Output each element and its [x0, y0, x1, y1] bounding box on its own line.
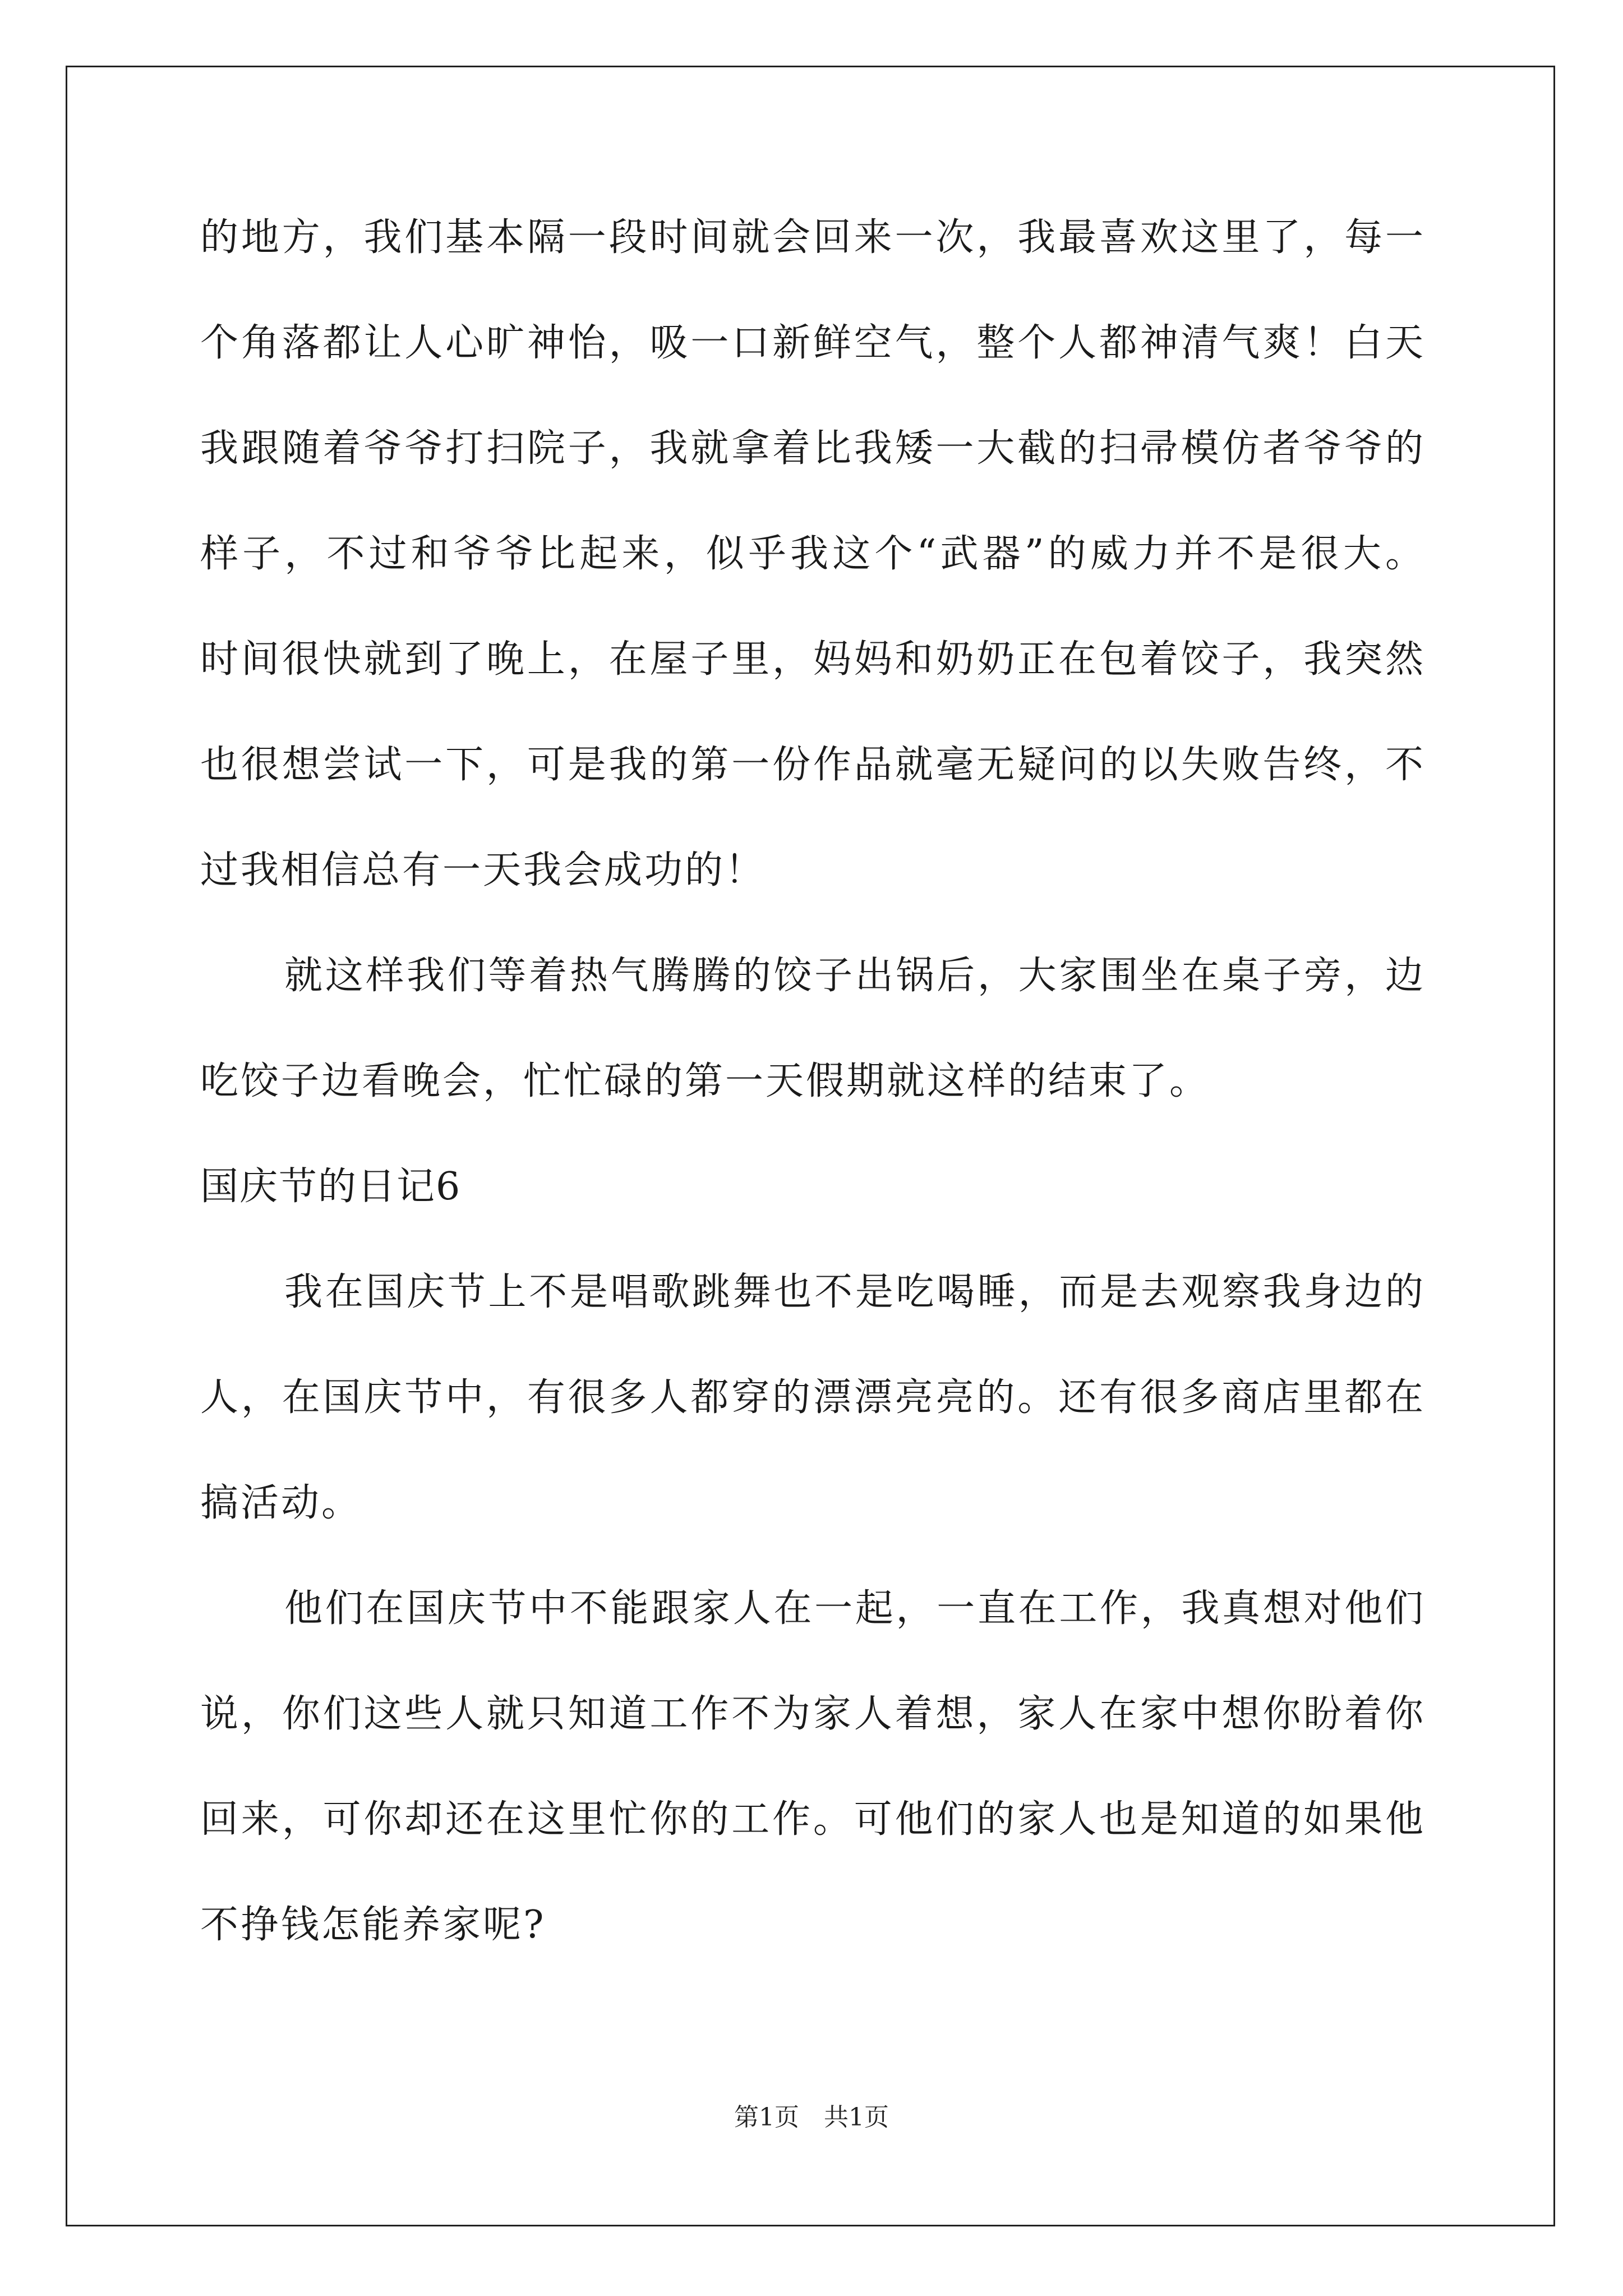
paragraph-line: 的地方，我们基本隔一段时间就会回来一次，我最喜欢这里了，每一 [200, 215, 1426, 260]
paragraph-line: 回来，可你却还在这里忙你的工作。可他们的家人也是知道的如果他 [200, 1797, 1426, 1842]
paragraph-line: 过我相信总有一天我会成功的！ [200, 848, 766, 892]
paragraph-line: 我在国庆节上不是唱歌跳舞也不是吃喝睡，而是去观察我身边的 [284, 1270, 1426, 1314]
paragraph-line: 他们在国庆节中不能跟家人在一起，一直在工作，我真想对他们 [284, 1586, 1426, 1631]
paragraph-line: 就这样我们等着热气腾腾的饺子出锅后，大家围坐在桌子旁，边 [284, 954, 1426, 998]
paragraph-line: 我跟随着爷爷打扫院子，我就拿着比我矮一大截的扫帚模仿者爷爷的 [200, 426, 1426, 471]
page-footer: 第1页 共1页 [734, 2103, 889, 2132]
paragraph-line: 吃饺子边看晚会，忙忙碌的第一天假期就这样的结束了。 [200, 1059, 1210, 1103]
paragraph-line: 人，在国庆节中，有很多人都穿的漂漂亮亮的。还有很多商店里都在 [200, 1375, 1426, 1420]
paragraph-line: 也很想尝试一下，可是我的第一份作品就毫无疑问的以失败告终，不 [200, 743, 1426, 787]
paragraph-line: 时间很快就到了晚上，在屋子里，妈妈和奶奶正在包着饺子，我突然 [200, 637, 1426, 682]
paragraph-line: 说，你们这些人就只知道工作不为家人着想，家人在家中想你盼着你 [200, 1692, 1426, 1736]
document-body [200, 185, 1426, 1978]
paragraph-line: 搞活动。 [200, 1481, 362, 1525]
paragraph-line: 不挣钱怎能养家呢? [200, 1903, 546, 1947]
paragraph-line: 个角落都让人心旷神怡，吸一口新鲜空气，整个人都神清气爽！白天 [200, 321, 1426, 365]
paragraph-line: 样子，不过和爷爷比起来，似乎我这个“武器”的威力并不是很大。 [200, 532, 1426, 576]
section-heading: 国庆节的日记6 [200, 1165, 462, 1209]
